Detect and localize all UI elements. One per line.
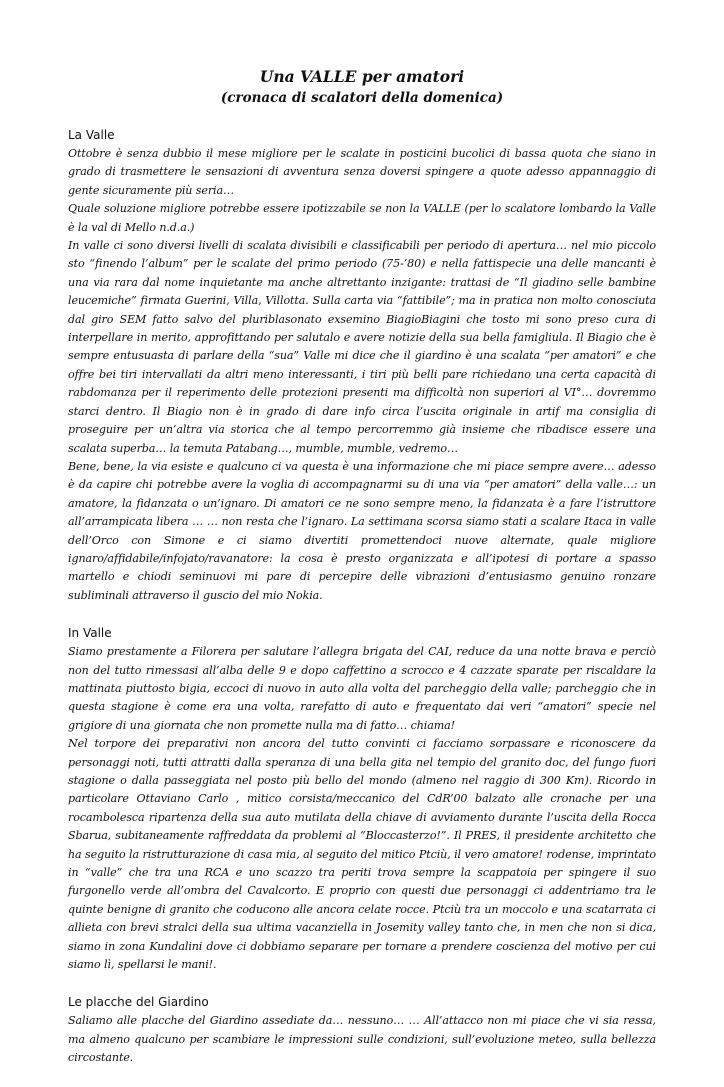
document-subtitle: (cronaca di scalatori della domenica) — [220, 90, 504, 106]
section-heading: In Valle — [68, 626, 112, 641]
document-page — [68, 66, 656, 1087]
document-title: Una VALLE per amatori — [259, 67, 465, 86]
paragraph: Bene, bene, la via esiste e qualcuno ci va questa è una informazione che mi piace sempre avere… adesso è da capire chi potrebbe avere la voglia di accompagnarmi su di una via “per amatori” della valle…: un amatore, la fidanzata o un’ignaro. Di amatori ce ne sono sempre meno, la fidanzata è a fare l’istruttore all’arrampicata libera … … non resta che l’ignaro. La settimana scorsa siamo stati a scalare Itaca in valle dell’Orco con Simone e ci siamo divertiti promettendoci nuove alternate, quale migliore ignaro/affidabile/infojato/ravanatore: la cosa è presto organizzata e all’ipotesi di portare a spasso martello e chiodi seminuovi mi pare di percepire delle vibrazioni d’entusiasmo genuino ronzare subliminali attraverso il guscio del mio Nokia. — [68, 459, 656, 602]
paragraph: Ottobre è senza dubbio il mese migliore per le scalate in posticini bucolici di bassa quota che siano in grado di trasmettere le sensazioni di avventura senza doversi spingere a quote adesso appannaggio di gente sicuramente più seria… — [68, 147, 656, 197]
paragraph: Nel torpore dei preparativi non ancora del tutto convinti ci facciamo sorpassare e riconoscere da personaggi noti, tutti attratti dalla speranza di una bella gita nel tempio del granito doc, del fungo fuori stagione o dalla passeggiata nel posto più bello del mondo (almeno nel raggio di 300 Km). Ricordo in particolare Ottaviano Carlo , mitico corsista/meccanico del CdR’00 balzato alle cronache per una rocambolesca ripartenza della sua auto mutilata della chiave di avviamento durante l’uscita della Rocca Sbarua, subitaneamente raffreddata da problemi al “Bloccasterzo!”. Il PRES, il presidente architetto che ha seguito la ristrutturazione di casa mia, al seguito del mitico Ptciù, il vero amatore! rodense, imprintato in “valle” che tra una RCA e uno scazzo tra periti trova sempre la scappatoia per spingere il suo furgonello verde all’ombra del Cavalcorto. E proprio con questi due personaggi ci addentriamo tra le quinte benigne di granito che coducono alle ancora celate rocce. Ptciù tra un moccolo e una scatarrata ci allieta con brevi stralci della sua ultima vacanziella in Josemity valley tanto che, in men che non si dica, siamo in zona Kundalini dove ci dobbiamo separare per tornare a prendere coscienza del motivo per cui siamo lì, spellarsi le mani!. — [68, 737, 656, 972]
section-in-valle — [68, 624, 656, 974]
section-le-placche-del-giardino — [68, 993, 656, 1067]
paragraph: Siamo prestamente a Filorera per salutare l’allegra brigata del CAI, reduce da una notte brava e perciò non del tutto rimessasi all’alba delle 9 e dopo caffettino a scrocco e 4 cazzate sparate per riscaldare la mattinata piuttosto bigia, eccoci di nuovo in auto alla volta del parcheggio della valle; parcheggio che in questa stagione è come era una volta, rarefatto di auto e frequentato dai veri “amatori” specie nel grigiore di una giornata che non promette nulla ma di fatto… chiama! — [68, 645, 656, 732]
paragraph: Quale soluzione migliore potrebbe essere ipotizzabile se non la VALLE (per lo scalatore lombardo la Valle è la val di Mello n.d.a.) — [68, 202, 656, 234]
section-heading: Le placche del Giardino — [68, 995, 209, 1010]
section-la-valle — [68, 126, 656, 605]
paragraph: Saliamo alle placche del Giardino assediate da… nessuno… … All’attacco non mi piace che vi sia ressa, ma almeno qualcuno per scambiare le impressioni sulle condizioni, sull’evoluzione meteo, sulla bellezza circostante. — [68, 1014, 656, 1065]
section-heading: La Valle — [68, 128, 115, 142]
paragraph: In valle ci sono diversi livelli di scalata divisibili e classificabili per periodo di apertura… nel mio piccolo sto “finendo l’album” per le scalate del primo periodo (75-’80) e nella fattispecie una delle mancanti è una via rara dal nome inquietante ma anche altrettanto inzigante: trattasi de “Il giadino selle bambine leucemiche” firmata Guerini, Villa, Villotta. Sulla carta via “fattibile”; ma in pratica non molto conosciuta dal giro SEM fatto salvo del pluriblasonato exsemino BiagioBiagini che tosto mi sono preso cura di interpellare in merito, approfittando per salutalo e avere notizie della sua bella famigliula. Il Biagio che è sempre entusuasta di parlare della “sua” Valle mi dice che il giardino è una scalata “per amatori” e che offre bei tiri intervallati da altri meno interessanti, i tiri più belli pare richiedano una certa capacità di rabdomanza per il reperimento delle protezioni presenti ma difficoltà non superiori al VI°… dovremmo starci dentro. Il Biagio non è in grado di dare info circa l’uscita originale in artif ma consiglia di proseguire per un’altra via storica che al tempo percorremmo già insieme che ribadisce essere una scalata superba… la temuta Patabang…, mumble, mumble, vedremo… — [68, 239, 656, 455]
